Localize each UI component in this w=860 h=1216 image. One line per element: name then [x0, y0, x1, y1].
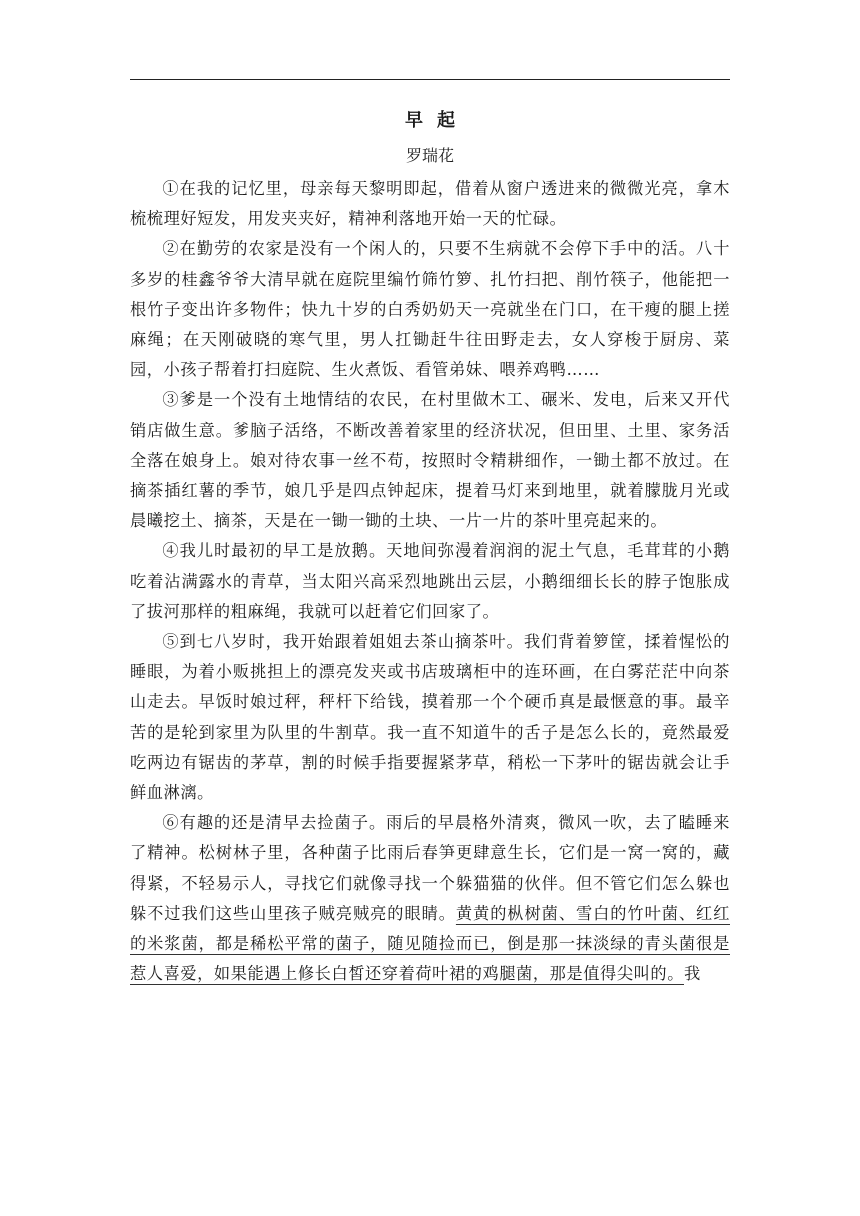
paragraph-4: ④我儿时最初的早工是放鹅。天地间弥漫着润润的泥土气息，毛茸茸的小鹅吃着沾满露水的青草，当太阳兴高采烈地跳出云层，小鹅细细长长的脖子饱胀成了拔河那样的粗麻绳，我就可以赶着它们回家了。: [130, 541, 730, 621]
article-author: 罗瑞花: [405, 146, 454, 165]
paragraph-2: ②在勤劳的农家是没有一个闲人的，只要不生病就不会停下手中的活。八十多岁的桂鑫爷爷大清早就在庭院里编竹筛竹箩、扎竹扫把、削竹筷子，他能把一根竹子变出许多物件；快九十岁的白秀奶奶天一亮就坐在门口，在干瘦的腿上搓麻绳；在天刚破晓的寒气里，男人扛锄赶牛往田野走去，女人穿梭于厨房、菜园，小孩子帮着打扫庭院、生火煮饭、看管弟妹、喂养鸡鸭……: [130, 239, 730, 380]
article-title: 早起: [405, 110, 469, 131]
paragraph-1: ①在我的记忆里，母亲每天黎明即起，借着从窗户透进来的微微光亮，拿木梳梳理好短发，用发夹夹好，精神利落地开始一天的忙碌。: [130, 179, 730, 229]
paragraph-6: [130, 808, 730, 989]
paragraph-6-text: ⑥有趣的还是清早去捡菌子。雨后的早晨格外清爽，微风一吹，去了瞌睡来了精神。松树林子里，各种菌子比雨后春笋更肆意生长，它们是一窝一窝的，藏得紧，不轻易示人，寻找它们就像寻找一个躲猫猫的伙伴。但不管它们怎么躲也躲不过我们这些山里孩子贼亮贼亮的眼睛。: [130, 813, 730, 923]
paragraph-6-continuation: 我: [684, 964, 701, 984]
underlined-sentence: 黄黄的枞树菌、雪白的竹叶菌、红红的米浆菌，都是稀松平常的菌子，随见随捡而已，倒是那一抹淡绿的青头菌很是惹人喜爱，如果能遇上修长白皙还穿着荷叶裙的鸡腿菌，那是值得尖叫的。: [130, 903, 730, 984]
paragraph-5: ⑤到七八岁时，我开始跟着姐姐去茶山摘茶叶。我们背着箩筐，揉着惺忪的睡眼，为着小贩挑担上的漂亮发夹或书店玻璃柜中的连环画，在白雾茫茫中向茶山走去。早饭时娘过秤，秤杆下给钱，摸着那一个个硬币真是最惬意的事。最辛苦的是轮到家里为队里的牛割草。我一直不知道牛的舌子是怎么长的，竟然最爱吃两边有锯齿的茅草，割的时候手指要握紧茅草，稍松一下茅叶的锯齿就会让手鲜血淋漓。: [130, 632, 730, 803]
paragraph-3: ③爹是一个没有土地情结的农民，在村里做木工、碾米、发电，后来又开代销店做生意。爹脑子活络，不断改善着家里的经济状况，但田里、土里、家务活全落在娘身上。娘对待农事一丝不苟，按照时令精耕细作，一锄土都不放过。在摘茶插红薯的季节，娘几乎是四点钟起床，提着马灯来到地里，就着朦胧月光或晨曦挖土、摘茶，天是在一锄一锄的土块、一片一片的茶叶里亮起来的。: [130, 390, 730, 531]
header-rule: [130, 79, 730, 80]
article-body: [130, 174, 730, 989]
